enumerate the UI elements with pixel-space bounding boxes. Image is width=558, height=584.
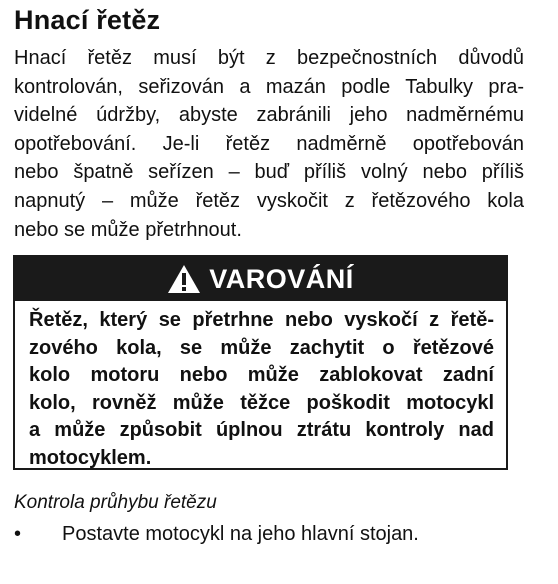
body-line: kontrolován, seřizován a mazán podle Tabulky pra- bbox=[14, 75, 524, 98]
warning-text bbox=[29, 307, 494, 472]
warning-triangle-icon bbox=[167, 264, 201, 294]
subheading: Kontrola průhybu řetězu bbox=[14, 492, 217, 513]
warning-line: kolo motoru nebo může zablokovat zadní bbox=[29, 364, 494, 386]
warning-line: kolo, rovněž může těžce poškodit motocykl bbox=[29, 391, 494, 414]
body-line: Hnací řetěz musí být z bezpečnostních důvodů bbox=[14, 47, 524, 69]
warning-line: Řetěz, který se přetrhne nebo vyskočí z řetě- bbox=[29, 309, 494, 331]
body-line: nebo špatně seřízen – buď příliš volný nebo příliš bbox=[14, 161, 524, 184]
warning-box bbox=[13, 255, 508, 470]
body-line: videlné údržby, abyste zabránili jeho nadměrnému bbox=[14, 104, 524, 127]
warning-line: zového kola, se může zachytit o řetězové bbox=[29, 336, 494, 359]
body-paragraph bbox=[14, 44, 524, 244]
body-line: nebo se může přetrhnout. bbox=[14, 218, 242, 241]
body-line: opotřebování. Je-li řetěz nadměrně opotřebován bbox=[14, 132, 524, 155]
section-heading: Hnací řetěz bbox=[14, 5, 161, 35]
warning-title: VAROVÁNÍ bbox=[209, 263, 354, 294]
bullet-text: Postavte motocykl na jeho hlavní stojan. bbox=[62, 523, 419, 545]
warning-line: motocyklem. bbox=[29, 446, 152, 469]
bullet-mark: • bbox=[14, 523, 22, 545]
warning-line: a může způsobit úplnou ztrátu kontroly nad bbox=[29, 419, 494, 441]
body-line: napnutý – může řetěz vyskočit z řetězového kola bbox=[14, 189, 524, 212]
warning-header bbox=[15, 257, 506, 301]
bullet-item bbox=[14, 523, 419, 546]
